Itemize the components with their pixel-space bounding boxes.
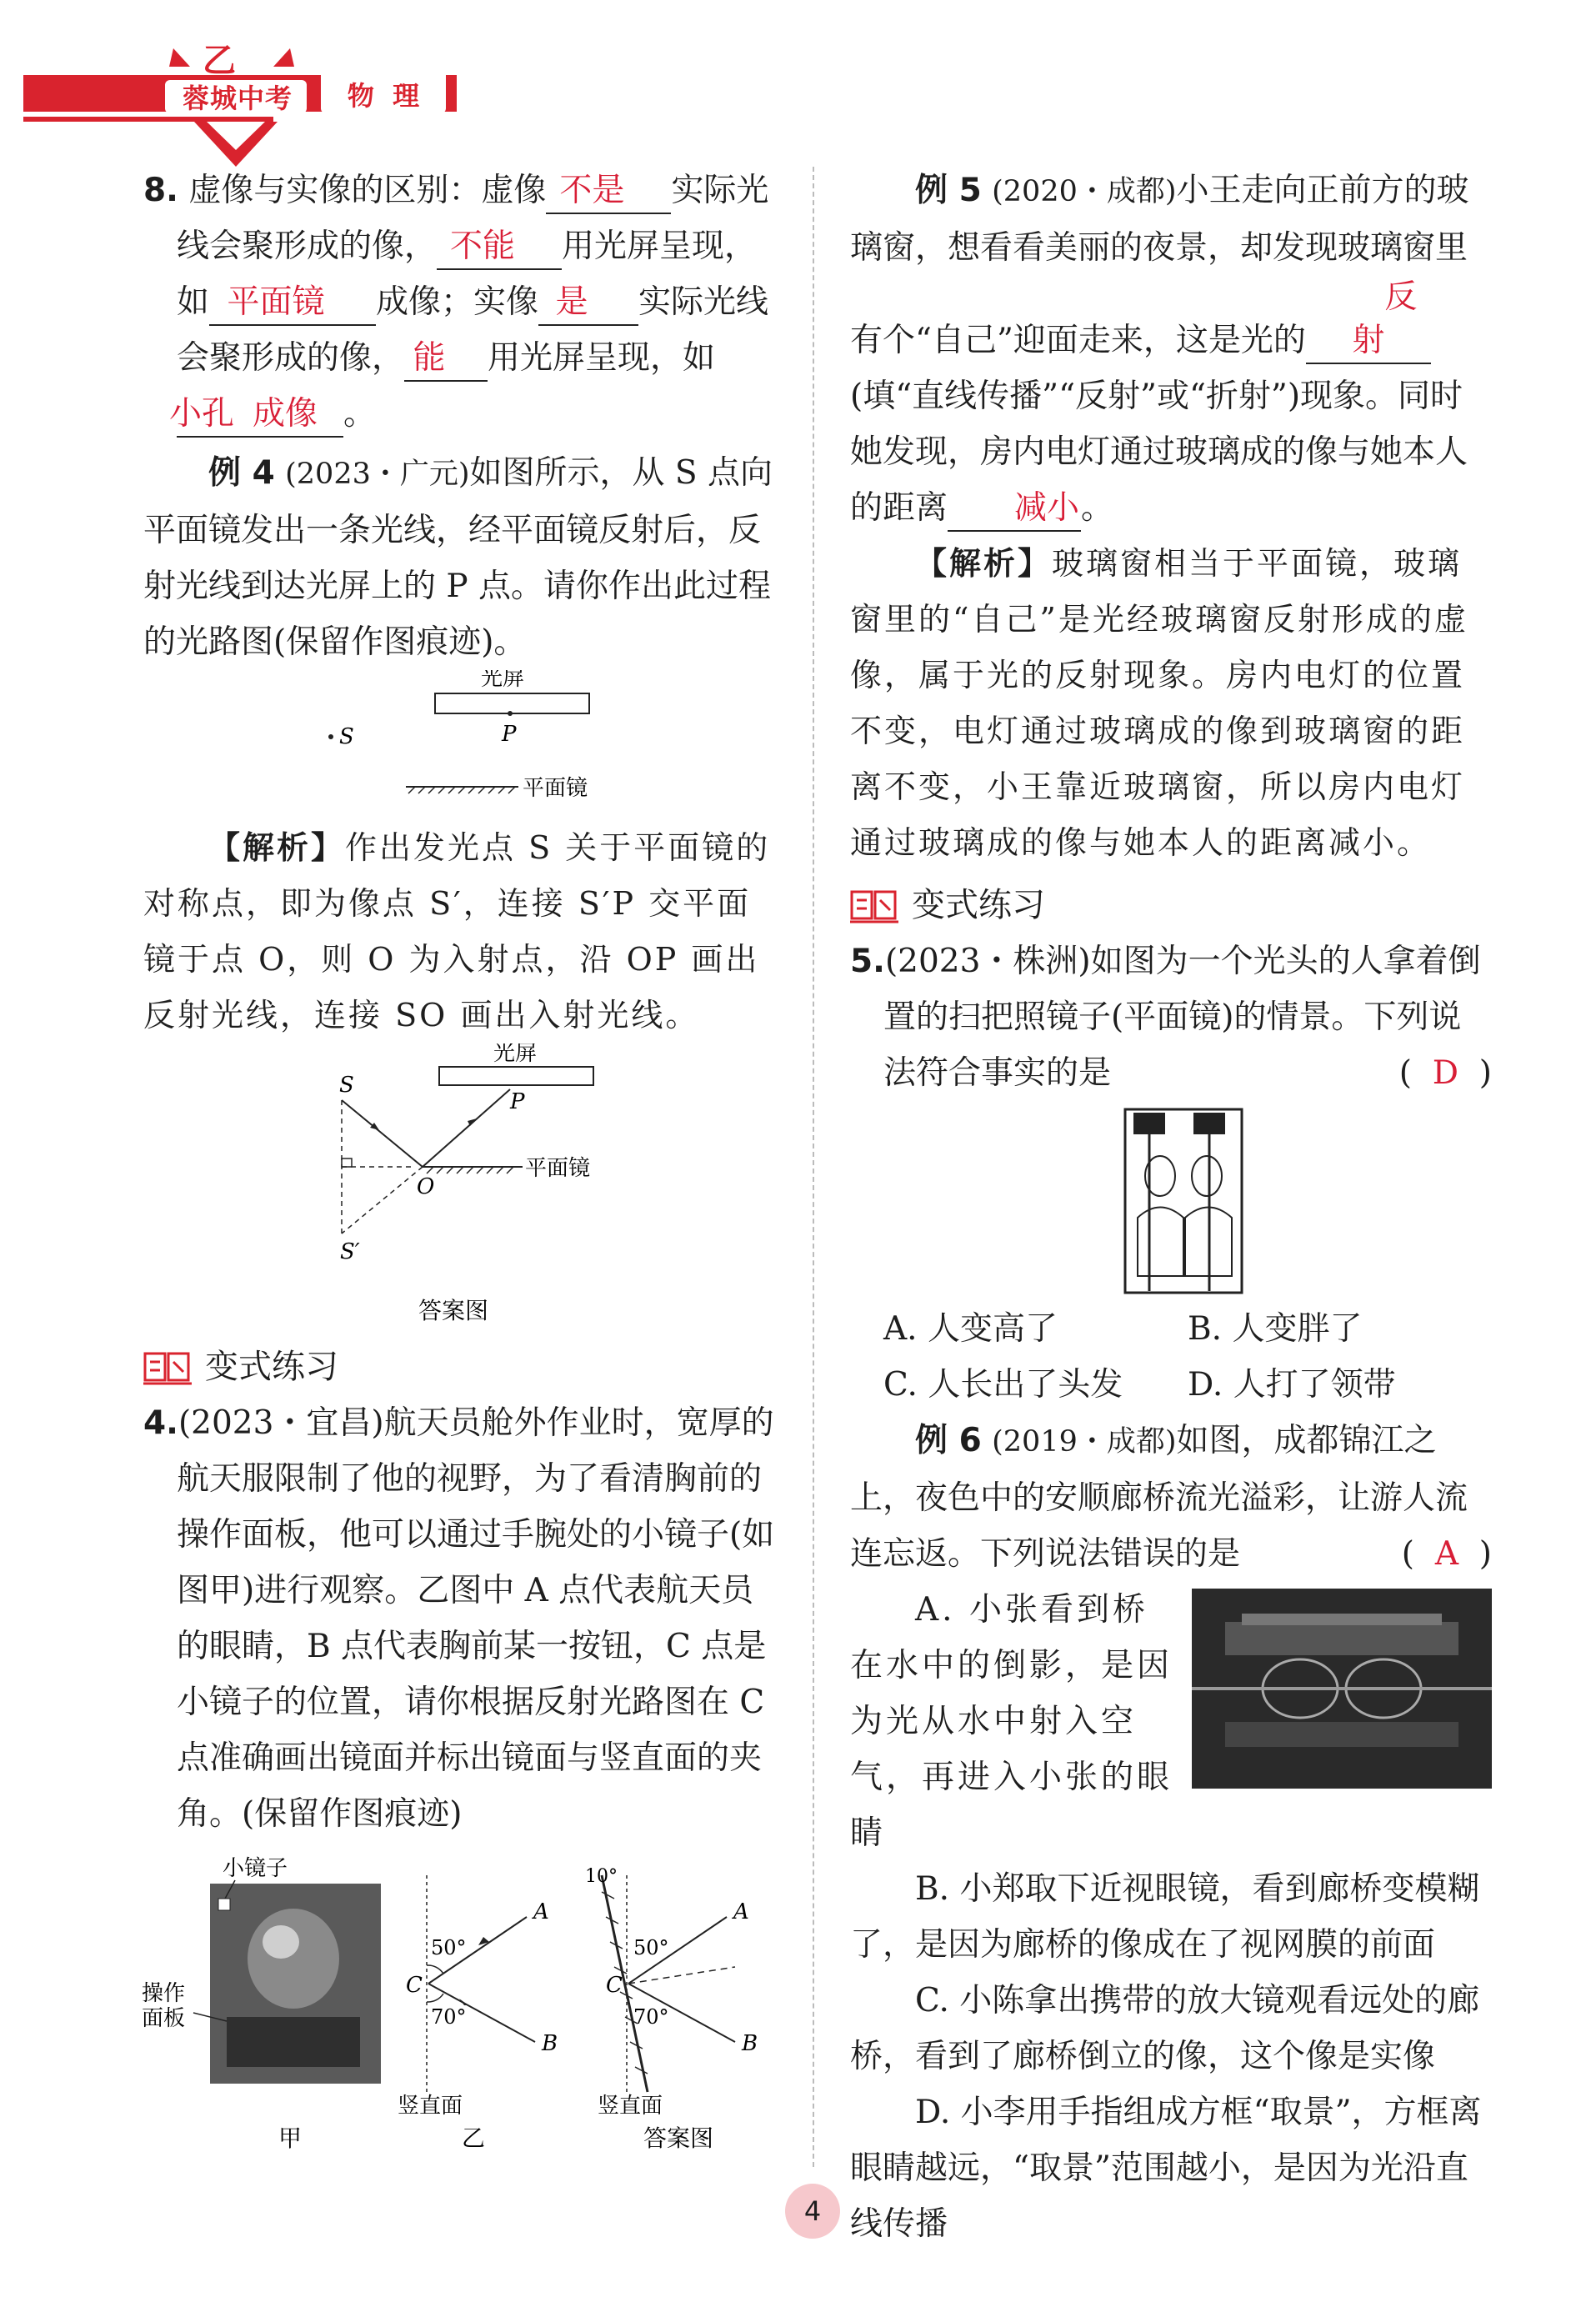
- example-4: 例 4 (2023・广元)如图所示，从 S 点向平面镜发出一条光线，经平面镜反射后，反射光线到达光屏上的 P 点。请你作出此过程的光路图(保留作图痕迹)。: [143, 454, 773, 661]
- mirror-broom-figure: [850, 1101, 1492, 1301]
- mirror-figure: [143, 670, 785, 820]
- fig-point-s: S: [339, 724, 354, 749]
- answer-ray-diagram: [143, 1043, 785, 1331]
- fig-mirror-label: 平面镜: [523, 776, 588, 801]
- q8-answer-3: 平面镜: [209, 281, 376, 326]
- question-4: 4.(2023・宜昌)航天员舱外作业时，宽厚的航天服限制了他的视野，为了看清胸前的操作面板，他可以通过手腕处的小镜子(如图甲)进行观察。乙图中 A 点代表航天员的眼睛，B 点代表胸前某一按钮，C 点是小镜子的位置，请你根据反射光路图在 C 点准确画出镜面并标出镜面与竖直面的夹角。(保留作图痕迹): [143, 1404, 775, 1833]
- example-5: 例 5 (2020・成都)小王走向正前方的玻璃窗，想看看美丽的夜景，却发现玻璃窗里有个“自己”迎面走来，这是光的反射(填“直线传播”“反射”或“折射”)现象。同时她发现，房内电灯通过玻璃成的像与她本人的距离 减小。: [850, 163, 1492, 536]
- column-divider: [813, 167, 814, 2167]
- q8-answer-1: 不是: [546, 169, 671, 214]
- svg-text:C: C: [606, 1973, 623, 1998]
- svg-text:70°: 70°: [633, 2005, 669, 2029]
- svg-text:甲: 甲: [278, 2124, 303, 2152]
- ex6-option-d: D. 小李用手指组成方框“取景”，方框离眼睛越远，“取景”范围越小，是因为光沿直线传播: [850, 2094, 1482, 2243]
- practice-book-icon-right: [850, 887, 900, 925]
- svg-text:A: A: [533, 1899, 549, 1924]
- svg-text:光屏: 光屏: [493, 1043, 538, 1066]
- q5-figure: [850, 1101, 1492, 1301]
- svg-text:操作: 操作: [142, 1981, 186, 2006]
- svg-text:答案图: 答案图: [643, 2124, 714, 2152]
- q5-answer-bracket: ( D ): [1398, 1054, 1492, 1092]
- fig-point-p: P: [502, 722, 517, 747]
- answer-caption: 答案图: [418, 1297, 489, 1324]
- svg-text:面板: 面板: [142, 2006, 186, 2031]
- svg-text:10°: 10°: [585, 1866, 618, 1887]
- svg-text:C: C: [406, 1973, 423, 1998]
- q8-answer-2: 不能: [437, 225, 562, 270]
- ex5-answer-2: 减小: [948, 487, 1081, 532]
- example-4-label: 例 4: [208, 454, 275, 492]
- svg-text:50°: 50°: [633, 1936, 669, 1959]
- svg-text:S: S: [339, 1073, 354, 1098]
- example-4-answer-figure: [143, 1043, 785, 1331]
- svg-text:竖直面: 竖直面: [398, 2094, 463, 2119]
- ex6-option-c: C. 小陈拿出携带的放大镜观看远处的廊桥，看到了廊桥倒立的像，这个像是实像: [850, 1982, 1480, 2075]
- example-6: 例 6 (2019・成都)如图，成都锦江之上，夜色中的安顺廊桥流光溢彩，让游人流连忘返。下列说法错误的是 ( A ): [850, 1413, 1492, 1582]
- practice-book-icon: [143, 1349, 193, 1387]
- svg-text:小镜子: 小镜子: [223, 1856, 288, 1881]
- left-column: [143, 163, 785, 2184]
- svg-text:竖直面: 竖直面: [598, 2094, 663, 2119]
- practice-heading-left: 变式练习: [143, 1339, 785, 1395]
- question-4-figures: [143, 1850, 785, 2184]
- svg-text:70°: 70°: [431, 2005, 467, 2029]
- q8-answer-6b: 成像: [260, 393, 343, 438]
- svg-text:A: A: [733, 1899, 749, 1924]
- ex6-option-b: B. 小郑取下近视眼镜，看到廊桥变模糊了，是因为廊桥的像成在了视网膜的前面: [850, 1870, 1480, 1964]
- question-5: 5.(2023・株洲)如图为一个光头的人拿着倒置的扫把照镜子(平面镜)的情景。下列说法符合事实的是 ( D ): [850, 933, 1492, 1101]
- svg-text:P: P: [510, 1089, 525, 1114]
- example-4-source: (2023・广元): [285, 458, 470, 491]
- svg-text:50°: 50°: [431, 1936, 467, 1959]
- practice-heading-right: 变式练习: [850, 878, 1492, 933]
- subject-label: 物 理: [347, 80, 420, 112]
- page-number: 4: [785, 2184, 840, 2239]
- svg-text:乙: 乙: [462, 2124, 486, 2152]
- q4-diagrams: [135, 1850, 793, 2184]
- ex6-answer-bracket: ( A ): [1401, 1535, 1492, 1573]
- q8-answer-5: 能: [404, 337, 488, 382]
- right-column: [850, 163, 1492, 2252]
- question-8: 8. 虚像与实像的区别：虚像 不是 实际光线会聚形成的像， 不能 用光屏呈现，如 平面镜 成像；实像 是 实际光线会聚形成的像， 能 用光屏呈现，如小孔 成像 。: [143, 163, 785, 442]
- svg-text:B: B: [742, 2031, 758, 2056]
- example-4-analysis: 【解析】作出发光点 S 关于平面镜的对称点，即为像点 S′，连接 S′P 交平面镜于点 O，则 O 为入射点，沿 OP 画出反射光线，连接 SO 画出入射光线。: [143, 829, 771, 1033]
- svg-text:平面镜: 平面镜: [525, 1156, 591, 1181]
- example-5-analysis: 【解析】玻璃窗相当于平面镜，玻璃窗里的“自己”是光经玻璃窗反射形成的虚像，属于光的反射现象。房内电灯的位置不变，电灯通过玻璃成的像到玻璃窗的距离不变，小王靠近玻璃窗，所以房内电灯通过玻璃成的像与她本人的距离减小。: [850, 545, 1468, 861]
- fig-screen-label: 光屏: [481, 670, 525, 691]
- example-4-figure: [143, 670, 785, 820]
- bridge-photo: [1192, 1589, 1492, 1789]
- svg-text:S′: S′: [340, 1239, 360, 1264]
- ex6-option-a: A. 小张看到桥在水中的倒影，是因为光从水中射入空气，再进入小张的眼睛: [850, 1591, 1173, 1852]
- q8-answer-4: 是: [538, 281, 638, 326]
- svg-text:B: B: [542, 2031, 558, 2056]
- brand-title: 蓉城中考: [182, 83, 293, 114]
- q5-options: A. 人变高了 B. 人变胖了 C. 人长出了头发 D. 人打了领带: [883, 1310, 1396, 1404]
- ex5-answer-1: 反射: [1306, 276, 1431, 364]
- bridge-night-image: [1192, 1589, 1492, 1789]
- q8-answer-6a: 小孔: [177, 393, 260, 438]
- svg-text:乙: 乙: [203, 42, 236, 80]
- svg-text:O: O: [417, 1174, 435, 1199]
